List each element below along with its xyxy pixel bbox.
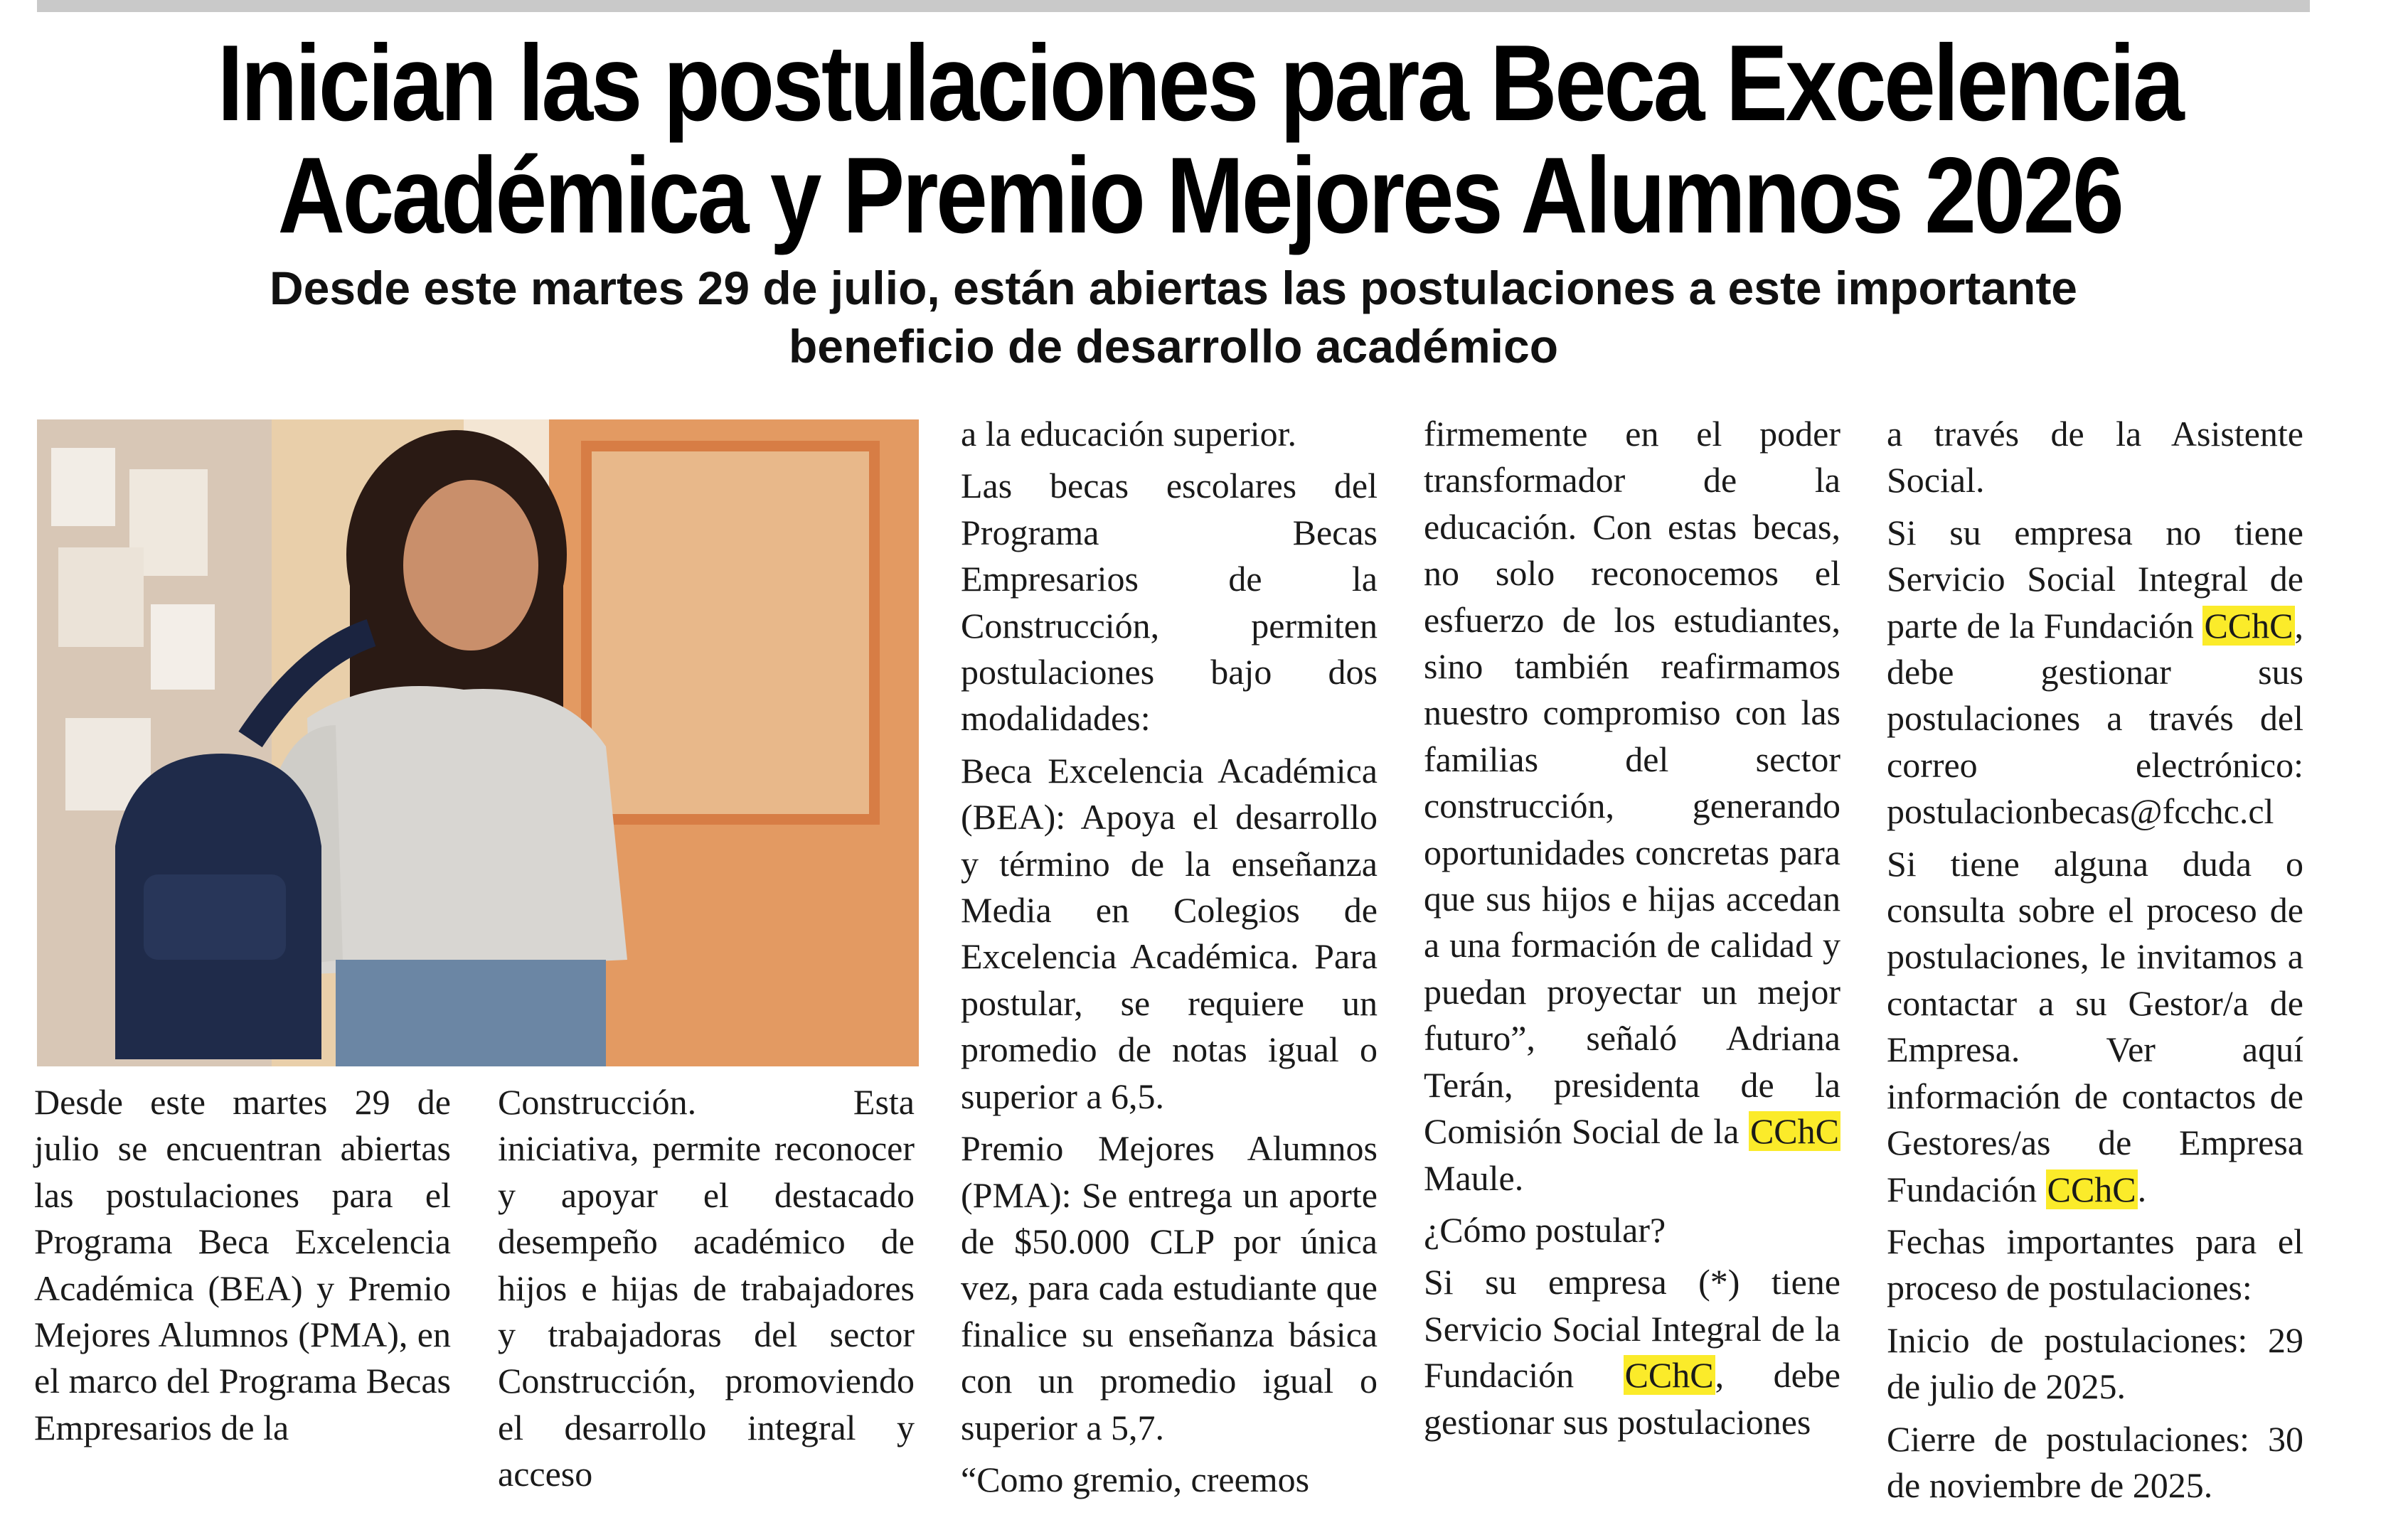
text-run: , debe gestionar sus postulaciones a través del correo electrónico: postulacionbecas@fcchc.cl — [1887, 605, 2303, 832]
student-photo — [37, 419, 919, 1066]
paragraph: Fechas importantes para el proceso de postulaciones: — [1887, 1221, 2303, 1308]
article-column-1 — [34, 1079, 451, 1451]
paragraph-quote — [1424, 411, 1840, 1201]
paragraph-bea: Beca Excelencia Académica (BEA): Apoya el desarrollo y término de la enseñanza Media en Colegios de Excelencia Académica. Para postular, se requiere un promedio de notas igual o superior a 6,5. — [961, 750, 1378, 1116]
highlighted-text: CChC — [1749, 1111, 1839, 1152]
article-column-5 — [1887, 411, 2303, 1509]
text-run: , debe gestionar sus postulaciones — [1424, 1355, 1840, 1442]
top-rule — [37, 0, 2310, 12]
text-run: Si su empresa no tiene Servicio Social Integral de parte de la Fundación — [1887, 512, 2303, 646]
paragraph — [1887, 510, 2303, 835]
paragraph: Construcción. Esta iniciativa, permite reconocer y apoyar el destacado desempeño académico de hijos e hijas de trabajadores y trabajadoras del sector Construcción, promoviendo el desarrollo integral y acceso — [498, 1082, 915, 1494]
article-column-3 — [961, 411, 1378, 1503]
text-run: Si su empresa (*) tiene Servicio Social Integral de la Fundación — [1424, 1262, 1840, 1396]
article-column-2 — [498, 1079, 915, 1498]
highlighted-text: CChC — [2047, 1169, 2136, 1209]
highlighted-text: CChC — [2204, 605, 2294, 646]
text-run: firmemente en el poder transformador de la educación. Con estas becas, no solo reconocemos el esfuerzo de los estudiantes, sino también reafirmamos nuestro compromiso con las familias del sector construcción, generando oportunidades concretas para que sus hijos e hijas accedan a una formación de calidad y puedan proyectar un mejor futuro”, señaló Adriana Terán, presidenta de la Comisión Social de la — [1424, 414, 1840, 1152]
section-heading: ¿Cómo postular? — [1424, 1209, 1666, 1250]
headline-line-2: Académica y Premio Mejores Alumnos 2026 — [277, 135, 2122, 256]
headline-line-1: Inician las postulaciones para Beca Excelencia — [217, 23, 2183, 144]
subheadline: Desde este martes 29 de julio, están abiertas las postulaciones a este importante beneficio de desarrollo académico — [270, 262, 2077, 373]
headline — [164, 23, 2235, 256]
text-run: Si tiene alguna duda o consulta sobre el proceso de postulaciones, le invitamos a contactar a su Gestor/a de Empresa. Ver aquí información de contactos de Gestores/as de Empresa Fundación — [1887, 843, 2303, 1209]
date-end: Cierre de postulaciones: 30 de noviembre de 2025. — [1887, 1418, 2303, 1505]
paragraph — [1887, 841, 2303, 1213]
paragraph-quote-start: “Como gremio, creemos — [961, 1459, 1310, 1499]
paragraph: a través de la Asistente Social. — [1887, 414, 2303, 500]
text-run: . — [2137, 1169, 2147, 1209]
paragraph: Las becas escolares del Programa Becas Empresarios de la Construcción, permiten postulaciones bajo dos modalidades: — [961, 466, 1378, 739]
highlighted-text: CChC — [1624, 1355, 1714, 1396]
paragraph: a la educación superior. — [961, 414, 1297, 454]
text-run: Maule. — [1424, 1157, 1524, 1198]
paragraph-pma: Premio Mejores Alumnos (PMA): Se entrega un aporte de $50.000 CLP por única vez, para cada estudiante que finalice su enseñanza básica con un promedio igual o superior a 5,7. — [961, 1128, 1378, 1447]
date-start: Inicio de postulaciones: 29 de julio de 2025. — [1887, 1319, 2303, 1407]
paragraph: Desde este martes 29 de julio se encuentran abiertas las postulaciones para el Programa Beca Excelencia Académica (BEA) y Premio Mejores Alumnos (PMA), en el marco del Programa Becas Empresarios de la — [34, 1082, 451, 1447]
paragraph — [1424, 1259, 1840, 1445]
article-column-4 — [1424, 411, 1840, 1445]
